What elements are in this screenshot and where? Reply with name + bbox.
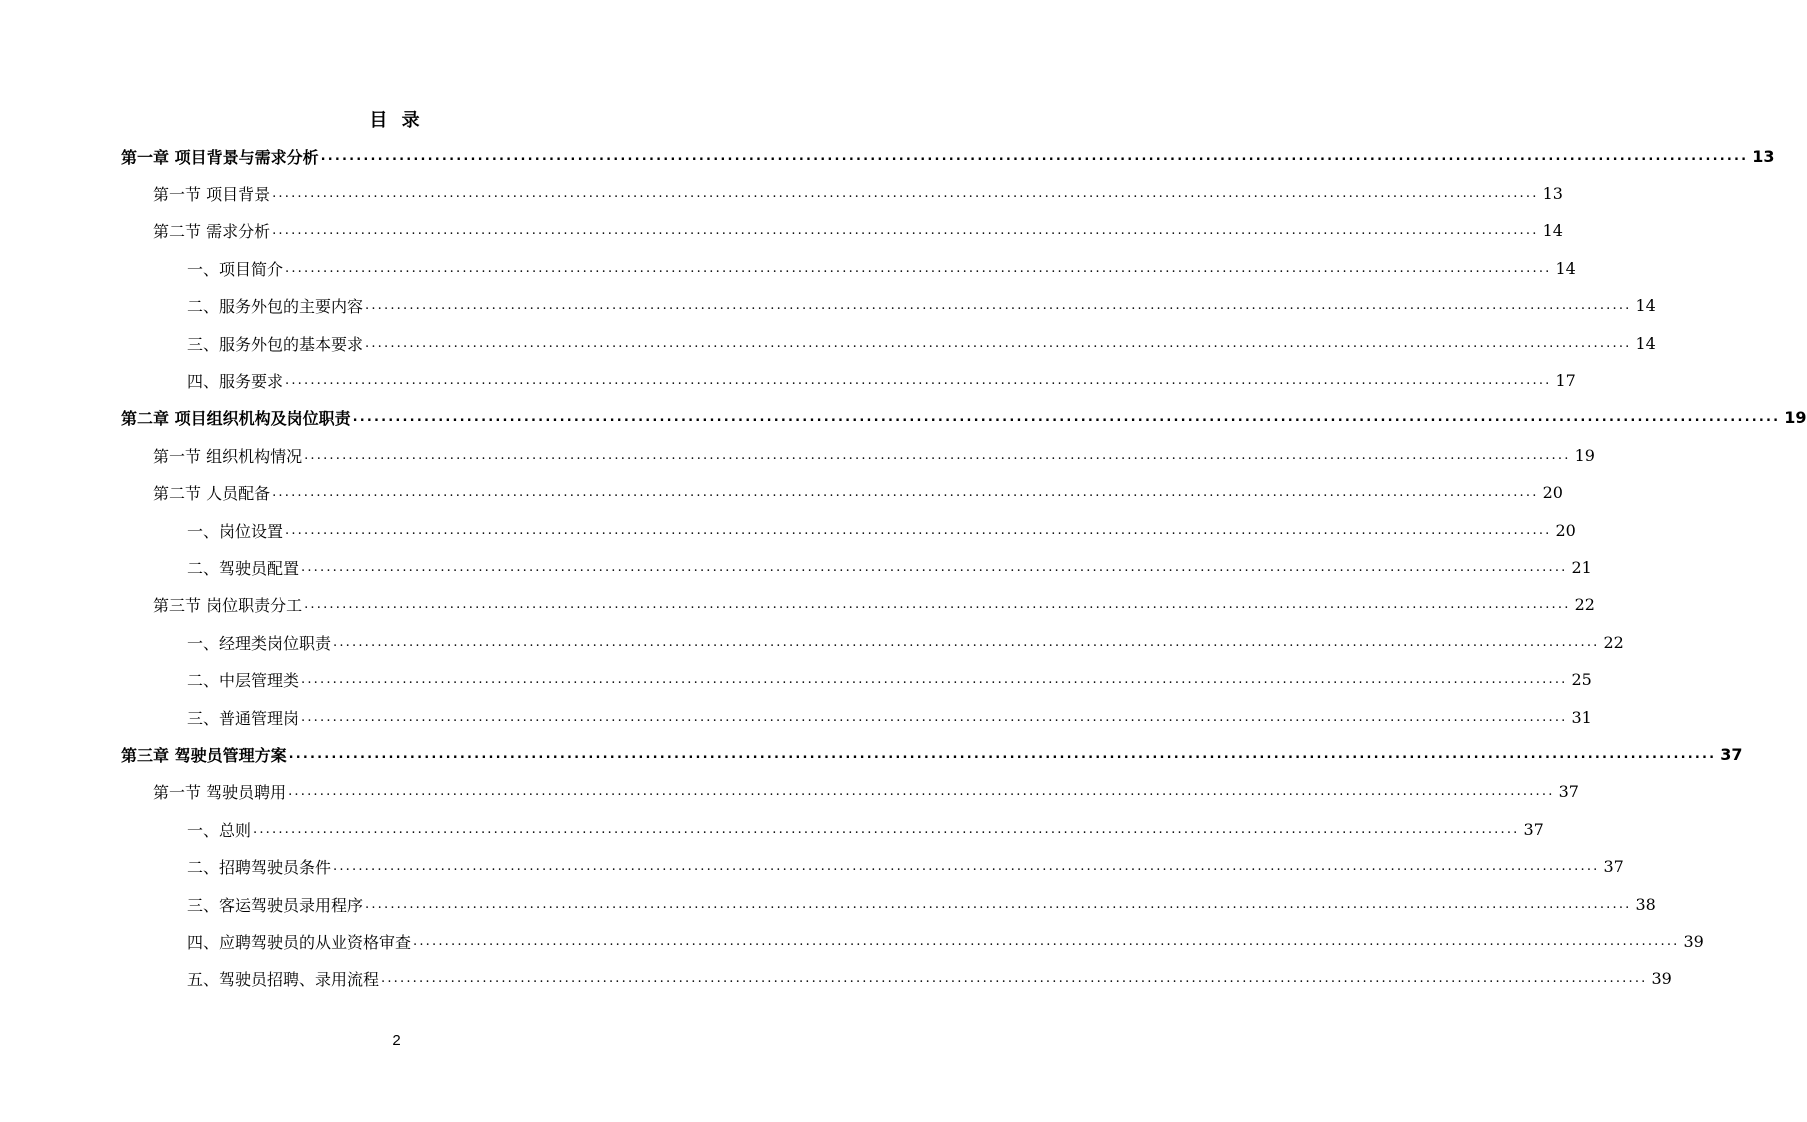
toc-entry-page: 37	[1603, 857, 1624, 877]
toc-entry-page: 19	[1574, 445, 1595, 465]
toc-entry-page: 14	[1555, 258, 1576, 278]
toc-dot-leader: ........................................................................................................................................................................................................	[320, 148, 1749, 164]
toc-dot-leader: ........................................................................................................................................................................................................	[413, 933, 1680, 949]
toc-dot-leader: ........................................................................................................................................................................................................	[285, 522, 1552, 538]
toc-entry-label: 三、普通管理岗	[187, 708, 300, 728]
toc-entry[interactable]	[187, 849, 1624, 885]
toc-entry-page: 31	[1571, 707, 1592, 727]
toc-entry-page: 14	[1542, 221, 1563, 241]
toc-dot-leader: ........................................................................................................................................................................................................	[381, 971, 1648, 987]
toc-entry-label: 四、应聘驾驶员的从业资格审查	[187, 932, 412, 952]
toc-dot-leader: ........................................................................................................................................................................................................	[304, 447, 1571, 463]
toc-title: 目 录	[369, 110, 424, 131]
toc-entry-page: 17	[1555, 370, 1576, 390]
toc-entry-page: 14	[1635, 296, 1656, 316]
toc-entry-label: 四、服务要求	[187, 371, 284, 391]
toc-entry-page: 38	[1635, 894, 1656, 914]
toc-entry-page: 13	[1752, 146, 1775, 166]
toc-dot-leader: ........................................................................................................................................................................................................	[288, 746, 1717, 762]
toc-entry[interactable]	[187, 325, 1656, 361]
toc-entry-label: 第一章 项目背景与需求分析	[121, 147, 319, 167]
toc-entry-label: 二、服务外包的主要内容	[187, 297, 364, 317]
toc-dot-leader: ........................................................................................................................................................................................................	[301, 709, 1568, 725]
toc-entry[interactable]	[187, 961, 1672, 997]
toc-dot-leader: ........................................................................................................................................................................................................	[333, 634, 1600, 650]
toc-entry-page: 13	[1542, 183, 1563, 203]
toc-entry-label: 第三章 驾驶员管理方案	[121, 745, 287, 765]
toc-dot-leader: ........................................................................................................................................................................................................	[301, 672, 1568, 688]
toc-entry-label: 二、招聘驾驶员条件	[187, 858, 332, 878]
toc-entry[interactable]	[153, 587, 1595, 623]
toc-entry-page: 19	[1784, 408, 1807, 428]
toc-entry[interactable]	[187, 923, 1704, 959]
toc-dot-leader: ........................................................................................................................................................................................................	[288, 784, 1555, 800]
toc-entry-label: 二、驾驶员配置	[187, 558, 300, 578]
toc-entry[interactable]	[187, 886, 1656, 922]
toc-dot-leader: ........................................................................................................................................................................................................	[285, 260, 1552, 276]
toc-entry[interactable]	[187, 512, 1576, 548]
toc-entry-page: 37	[1558, 782, 1579, 802]
toc-dot-leader: ........................................................................................................................................................................................................	[272, 485, 1539, 501]
toc-entry-label: 五、驾驶员招聘、录用流程	[187, 970, 380, 990]
toc-dot-leader: ........................................................................................................................................................................................................	[272, 185, 1539, 201]
toc-entry[interactable]	[187, 288, 1656, 324]
toc-entry[interactable]	[187, 549, 1592, 585]
toc-entry-page: 20	[1542, 483, 1563, 503]
toc-entry-label: 第二节 需求分析	[153, 222, 271, 242]
toc-entry[interactable]	[153, 175, 1563, 211]
toc-dot-leader: ........................................................................................................................................................................................................	[333, 859, 1600, 875]
toc-entry[interactable]	[121, 736, 1743, 772]
toc-entry[interactable]	[187, 811, 1544, 847]
toc-entry-label: 一、经理类岗位职责	[187, 633, 332, 653]
toc-entry-page: 37	[1720, 744, 1743, 764]
toc-entry[interactable]	[187, 250, 1576, 286]
toc-entry-label: 一、岗位设置	[187, 521, 284, 541]
toc-entry-page: 39	[1683, 931, 1704, 951]
toc-entry[interactable]	[153, 475, 1563, 511]
toc-entry[interactable]	[153, 213, 1563, 249]
toc-entry-label: 第二节 人员配备	[153, 484, 271, 504]
toc-dot-leader: ........................................................................................................................................................................................................	[365, 298, 1632, 314]
toc-entry-page: 39	[1651, 969, 1672, 989]
toc-entry[interactable]	[187, 362, 1576, 398]
toc-dot-leader: ........................................................................................................................................................................................................	[365, 335, 1632, 351]
toc-entry-label: 第二章 项目组织机构及岗位职责	[121, 409, 351, 429]
toc-entry[interactable]	[187, 624, 1624, 660]
toc-entry[interactable]	[153, 774, 1579, 810]
toc-entry[interactable]	[153, 437, 1595, 473]
toc-dot-leader: ........................................................................................................................................................................................................	[301, 559, 1568, 575]
page-number: 2	[392, 1032, 401, 1049]
toc-dot-leader: ........................................................................................................................................................................................................	[272, 223, 1539, 239]
toc-entry[interactable]	[187, 662, 1592, 698]
toc-dot-leader: ........................................................................................................................................................................................................	[304, 597, 1571, 613]
toc-entry-label: 第一节 项目背景	[153, 184, 271, 204]
toc-dot-leader: ........................................................................................................................................................................................................	[365, 896, 1632, 912]
toc-entry-page: 22	[1603, 632, 1624, 652]
toc-entry-page: 21	[1571, 557, 1592, 577]
toc-dot-leader: ........................................................................................................................................................................................................	[253, 821, 1520, 837]
toc-entry[interactable]	[121, 400, 1807, 436]
toc-entry-label: 一、总则	[187, 820, 252, 840]
toc-dot-leader: ........................................................................................................................................................................................................	[285, 372, 1552, 388]
toc-dot-leader: ........................................................................................................................................................................................................	[352, 410, 1781, 426]
toc-entry-label: 三、客运驾驶员录用程序	[187, 895, 364, 915]
toc-entry-page: 14	[1635, 333, 1656, 353]
toc-entry-label: 一、项目简介	[187, 259, 284, 279]
toc-entry[interactable]	[187, 699, 1592, 735]
toc-entry-label: 二、中层管理类	[187, 671, 300, 691]
toc-entry-label: 第三节 岗位职责分工	[153, 596, 303, 616]
toc-entry-page: 22	[1574, 595, 1595, 615]
toc-entry-page: 37	[1523, 819, 1544, 839]
toc-entry-label: 第一节 驾驶员聘用	[153, 783, 287, 803]
toc-entry[interactable]	[121, 138, 1775, 174]
toc-entry-label: 第一节 组织机构情况	[153, 446, 303, 466]
toc-entry-page: 20	[1555, 520, 1576, 540]
toc-entry-label: 三、服务外包的基本要求	[187, 334, 364, 354]
toc-entry-page: 25	[1571, 670, 1592, 690]
